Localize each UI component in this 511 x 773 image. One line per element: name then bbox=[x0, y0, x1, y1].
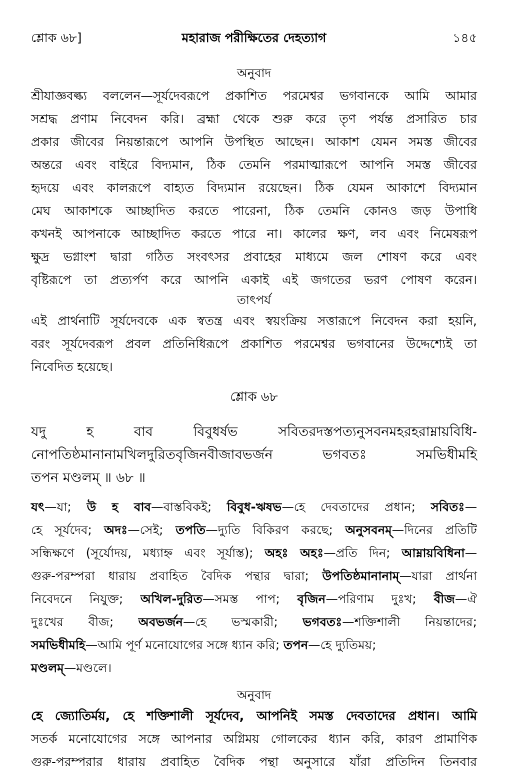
term-meaning: —হে ভস্মকারী; bbox=[183, 615, 303, 629]
sanskrit-term: তপতি bbox=[175, 523, 206, 537]
synonym-line bbox=[31, 565, 477, 588]
term-meaning: —আমি পূর্ণ মনোযোগের সঙ্গে ধ্যান করি; bbox=[85, 638, 284, 652]
sanskrit-term: অহঃ অহঃ bbox=[264, 546, 324, 560]
term-meaning: —দিনের প্রতিটি bbox=[391, 523, 478, 537]
synonym-line bbox=[31, 588, 477, 611]
synonym-line bbox=[31, 657, 477, 680]
text-line: সশ্রদ্ধ প্রণাম নিবেদন করি। ব্রহ্মা থেকে শুরু করে তৃণ পর্যন্ত প্রসারিত চার bbox=[31, 111, 477, 126]
sanskrit-term: ভগবতঃ bbox=[302, 615, 343, 629]
term-meaning: —পরিণাম দুঃখ; bbox=[325, 592, 434, 606]
sanskrit-term: মণ্ডলম্ bbox=[31, 661, 64, 675]
sanskrit-term: উপতিষ্ঠমানানাম্ bbox=[322, 569, 400, 583]
sanskrit-term: সবিতঃ bbox=[430, 500, 465, 514]
sanskrit-term: সমভিধীমহি bbox=[31, 638, 86, 652]
verse-line: যদু হ বাব বিবুধর্ষভ সবিতরদস্তপত্যনুসবনমহরহরাম্নায়বিধি- bbox=[31, 424, 477, 440]
sanskrit-term: অদঃ bbox=[104, 523, 128, 537]
term-meaning: দুঃখের বীজ; bbox=[31, 615, 139, 629]
text-line: হৃদয়ে এবং কালরূপে বাহ্যত বিদ্যমান রয়েছেন। ঠিক যেমন আকাশে বিদ্যমান bbox=[31, 180, 477, 195]
translation-heading: অনুবাদ bbox=[236, 66, 272, 80]
translation-text bbox=[31, 84, 477, 291]
term-meaning: —প্রতি দিন; bbox=[323, 546, 402, 560]
term-meaning: —দ্যুতি বিকিরণ করছে; bbox=[205, 523, 346, 537]
sanskrit-term: অখিল-দুরিত bbox=[140, 592, 203, 606]
term-meaning: —সমস্ত পাপ; bbox=[202, 592, 298, 606]
translation-text-2 bbox=[31, 704, 477, 773]
term-meaning: —হে দ্যুতিময়; bbox=[308, 638, 377, 652]
page-body bbox=[31, 64, 477, 773]
text-line: কখনই আপনাকে আচ্ছাদিত করতে পারে না। কালের ক্ষণ, লব এবং নিমেষরূপ bbox=[31, 226, 477, 241]
term-meaning: —বাস্তবিকই; bbox=[151, 500, 227, 514]
text-line: ক্ষুদ্র ভগ্নাংশ দ্বারা গঠিত সংবৎসর প্রবাহের মাধ্যমে জল শোষণ করে এবং bbox=[31, 249, 477, 264]
term-meaning: —যারা প্রার্থনা bbox=[399, 569, 478, 583]
text-line: শ্রীযাজ্ঞবল্ক্য বললেন—সূর্যদেবরূপে প্রকাশিত পরমেশ্বর ভগবানকে আমি আমার bbox=[31, 88, 477, 103]
sanskrit-term: তপন bbox=[283, 638, 309, 652]
header-verse-ref: শ্লোক ৬৮] bbox=[31, 30, 82, 45]
term-meaning: —হে দেবতাদের প্রধান; bbox=[281, 500, 431, 514]
text-line: সতর্ক মনোযোগের সঙ্গে আপনার অগ্নিময় গোলকের ধ্যান করি, কারণ প্রামাণিক bbox=[31, 731, 477, 746]
sanskrit-verse bbox=[31, 421, 477, 490]
term-meaning: সন্ধিক্ষণে (সূর্যোদয়, মধ্যাহ্ন এবং সূর্যাস্ত); bbox=[31, 546, 265, 560]
verse-line: নোপতিষ্ঠমানানামখিলদুরিতবৃজিনবীজাবভর্জন ভগবতঃ সমভিধীমহি bbox=[31, 447, 477, 463]
text-line: এই প্রার্থনাটি সূর্যদেবকে এক স্বতন্ত্র এবং স্বয়ংক্রিয় সত্তারূপে নিবেদন করা হয়নি, bbox=[31, 313, 477, 328]
sanskrit-term: বৃজিন bbox=[297, 592, 326, 606]
sanskrit-term: অবভর্জন bbox=[138, 615, 184, 629]
page-number: ১৪৫ bbox=[452, 30, 477, 45]
translation-heading-2: অনুবাদ bbox=[236, 688, 272, 702]
page-header bbox=[31, 30, 477, 50]
text-line: গুরু-পরম্পরার ধারায় প্রবাহিত বৈদিক পন্থা অনুসারে যাঁরা প্রতিদিন তিনবার bbox=[31, 754, 477, 769]
synonym-line bbox=[31, 634, 477, 657]
purport-heading: তাৎপর্য bbox=[237, 293, 271, 307]
sanskrit-term: বীজ bbox=[433, 592, 455, 606]
synonym-line bbox=[31, 542, 477, 565]
text-line: অন্তরে এবং বাইরে বিদ্যমান, ঠিক তেমনি পরমাত্মারূপে আপনি সমস্ত জীবের bbox=[31, 157, 477, 172]
sanskrit-term: বিবুধ-ঋষভ bbox=[226, 500, 282, 514]
term-meaning: —মণ্ডলে। bbox=[63, 661, 112, 675]
sanskrit-term: যৎ bbox=[31, 500, 45, 514]
term-meaning: —যা; bbox=[44, 500, 87, 514]
term-meaning: —শক্তিশালী নিয়ন্তাদের; bbox=[342, 615, 477, 629]
term-meaning: —ঐ bbox=[455, 592, 477, 606]
text-line: বরং সূর্যদেবরূপ প্রবল প্রতিনিধিরূপে প্রকাশিত পরমেশ্বর ভগবানের উদ্দেশ্যেই তা bbox=[31, 336, 477, 351]
header-chapter-title: মহারাজ পরীক্ষিতের দেহত্যাগ bbox=[181, 30, 327, 45]
sanskrit-term: অনুসবনম্ bbox=[345, 523, 392, 537]
verse-line: তপন মণ্ডলম্ ॥ ৬৮ ॥ bbox=[31, 470, 146, 486]
sanskrit-term: আম্নায়বিধিনা bbox=[401, 546, 465, 560]
word-for-word-synonyms bbox=[31, 496, 477, 680]
text-line: মেঘ আকাশকে আচ্ছাদিত করতে পারেনা, ঠিক তেমনি কোনও জড় উপাধি bbox=[31, 203, 477, 218]
term-meaning: — bbox=[464, 500, 477, 514]
term-meaning: হে সূর্যদেব; bbox=[31, 523, 105, 537]
synonym-line bbox=[31, 611, 477, 634]
sloka-heading: শ্লোক ৬৮ bbox=[230, 390, 278, 405]
synonym-line bbox=[31, 519, 477, 542]
synonym-line bbox=[31, 496, 477, 519]
text-line: বৃষ্টিরূপে তা প্রত্যর্পণ করে আপনি একাই এই জগতের ভরণ পোষণ করেন। bbox=[31, 272, 477, 287]
term-meaning: নিবেদনে নিযুক্ত; bbox=[31, 592, 141, 606]
text-line: হে জ্যোতির্ময়, হে শক্তিশালী সূর্যদেব, আপনিই সমস্ত দেবতাদের প্রধান। আমি bbox=[31, 708, 477, 723]
purport-text bbox=[31, 309, 477, 378]
text-line: প্রকার জীবের নিয়ন্তারূপে আপনি উপস্থিত আছেন। আকাশ যেমন সমস্ত জীবের bbox=[31, 134, 477, 149]
term-meaning: —সেই; bbox=[127, 523, 176, 537]
sanskrit-term: উ হ বাব bbox=[86, 500, 152, 514]
text-line: নিবেদিত হয়েছে। bbox=[31, 359, 113, 374]
term-meaning: গুরু-পরম্পরা ধারায় প্রবাহিত বৈদিক পন্থার দ্বারা; bbox=[31, 569, 323, 583]
term-meaning: — bbox=[464, 546, 478, 560]
